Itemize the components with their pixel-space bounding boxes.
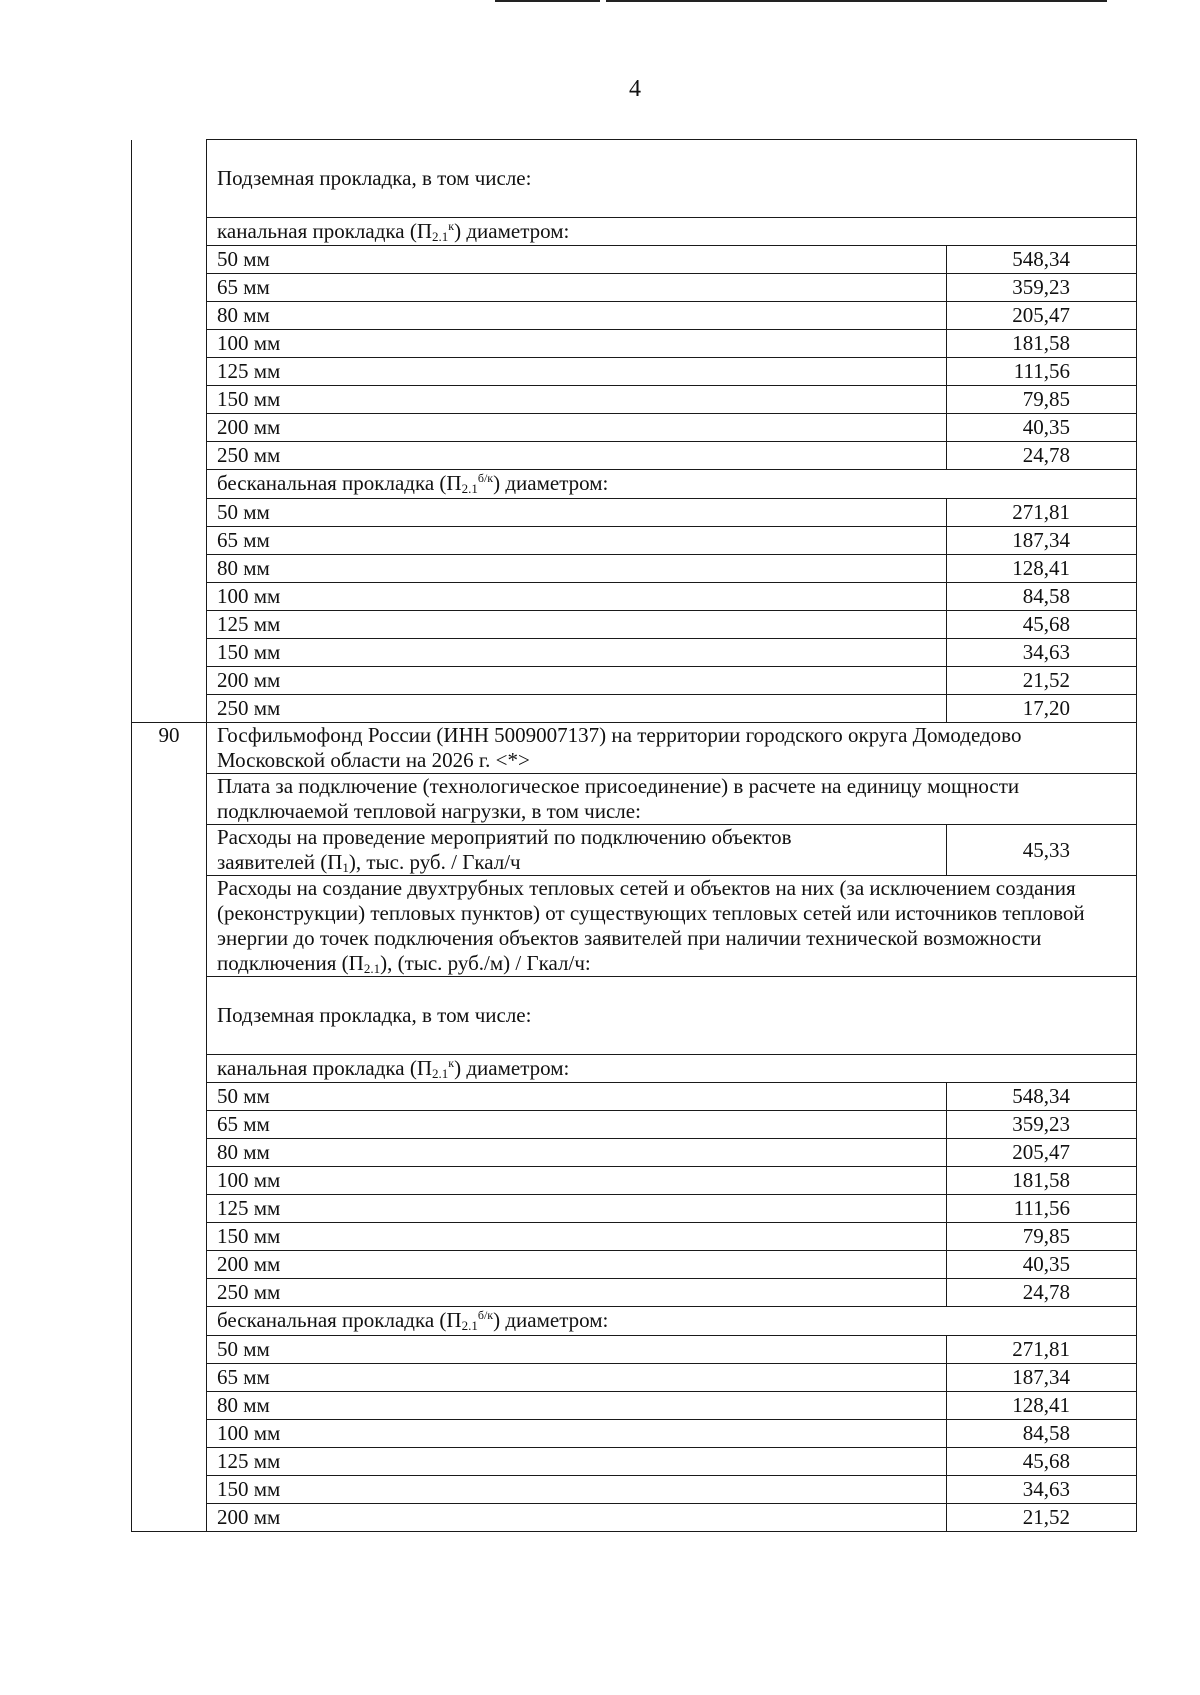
diameter-cell: 65 мм: [207, 1111, 947, 1139]
table-row: [132, 1504, 1137, 1532]
diameter-cell: 65 мм: [207, 527, 947, 555]
value-cell: 128,41: [947, 1392, 1137, 1420]
tariff-table: [131, 139, 1137, 1532]
row-number-cell: [132, 1336, 207, 1364]
p1-subscript: 1: [342, 860, 349, 875]
heading-subscript: 2.1: [461, 481, 478, 496]
diameter-cell: 250 мм: [207, 695, 947, 723]
row-number-cell: [132, 1055, 207, 1083]
value-cell: 84,58: [947, 583, 1137, 611]
row-number-cell: [132, 1476, 207, 1504]
diameter-cell: 65 мм: [207, 1364, 947, 1392]
table-row: [132, 1448, 1137, 1476]
table-row: [132, 1111, 1137, 1139]
value-cell: 45,68: [947, 1448, 1137, 1476]
row-number-cell: [132, 1364, 207, 1392]
row-number-cell: [132, 1392, 207, 1420]
heading-prefix: бесканальная прокладка (П: [217, 1308, 462, 1332]
entry-title: Госфильмофонд России (ИНН 5009007137) на территории городского округа Домодедово Московской области на 2026 г. <*>: [207, 723, 1137, 774]
value-cell: 271,81: [947, 499, 1137, 527]
row-number-cell: [132, 527, 207, 555]
diameter-cell: 50 мм: [207, 1083, 947, 1111]
diameter-cell: 125 мм: [207, 611, 947, 639]
underground-heading-row: [132, 140, 1137, 218]
value-cell: 187,34: [947, 1364, 1137, 1392]
table-row: [132, 1364, 1137, 1392]
heading-prefix: канальная прокладка (П: [217, 1056, 433, 1080]
value-cell: 40,35: [947, 1251, 1137, 1279]
row-number-cell: [132, 470, 207, 499]
row-number-cell: [132, 774, 207, 825]
heading-suffix: ) диаметром:: [493, 1308, 609, 1332]
heading-prefix: канальная прокладка (П: [217, 219, 433, 243]
row-number-cell: [132, 1083, 207, 1111]
table-row: [132, 1476, 1137, 1504]
p1-row: [132, 825, 1137, 876]
row-number-cell: [132, 330, 207, 358]
row-number-cell: [132, 611, 207, 639]
diameter-cell: 200 мм: [207, 1251, 947, 1279]
table-row: [132, 1083, 1137, 1111]
row-number-cell: [132, 246, 207, 274]
heading-superscript: б/к: [477, 471, 494, 485]
p1-label: [207, 825, 947, 876]
value-cell: 187,34: [947, 527, 1137, 555]
p21-label: [207, 876, 1137, 977]
row-number-cell: [132, 1307, 207, 1336]
row-number-cell: [132, 667, 207, 695]
table-row: [132, 1167, 1137, 1195]
value-cell: 548,34: [947, 246, 1137, 274]
diameter-cell: 150 мм: [207, 1223, 947, 1251]
value-cell: 17,20: [947, 695, 1137, 723]
p1-value: 45,33: [947, 825, 1137, 876]
value-cell: 359,23: [947, 1111, 1137, 1139]
row-number-cell: [132, 414, 207, 442]
underground-heading-row: [132, 977, 1137, 1055]
row-number-cell: [132, 1420, 207, 1448]
row-number-cell: [132, 358, 207, 386]
diameter-cell: 125 мм: [207, 1195, 947, 1223]
table-row: [132, 358, 1137, 386]
table-row: [132, 1139, 1137, 1167]
p21-suffix: ), (тыс. руб./м) / Гкал/ч:: [380, 951, 591, 975]
row-number-cell: [132, 695, 207, 723]
fee-text: Плата за подключение (технологическое присоединение) в расчете на единицу мощности подключаемой тепловой нагрузки, в том числе:: [207, 774, 1137, 825]
value-cell: 548,34: [947, 1083, 1137, 1111]
row-number-cell: [132, 583, 207, 611]
p21-row: [132, 876, 1137, 977]
row-number-cell: [132, 499, 207, 527]
table-row: [132, 1392, 1137, 1420]
heading-suffix: ) диаметром:: [454, 219, 570, 243]
row-number-cell: [132, 1223, 207, 1251]
value-cell: 24,78: [947, 1279, 1137, 1307]
channel-heading-row: [132, 218, 1137, 246]
row-number-cell: [132, 977, 207, 1055]
table-row: [132, 330, 1137, 358]
row-number-cell: [132, 1139, 207, 1167]
top-rule: [495, 0, 1107, 2]
value-cell: 111,56: [947, 358, 1137, 386]
heading-subscript: 2.1: [461, 1318, 478, 1333]
channel-heading-row: [132, 1055, 1137, 1083]
channelless-heading-row-label: [207, 1307, 1137, 1336]
heading-superscript: к: [448, 1056, 455, 1070]
diameter-cell: 125 мм: [207, 358, 947, 386]
value-cell: 128,41: [947, 555, 1137, 583]
heading-superscript: к: [448, 219, 455, 233]
row-number-cell: [132, 876, 207, 977]
underground-heading: Подземная прокладка, в том числе:: [207, 140, 1137, 218]
heading-subscript: 2.1: [432, 229, 449, 244]
diameter-cell: 125 мм: [207, 1448, 947, 1476]
row-number-cell: [132, 1279, 207, 1307]
diameter-cell: 150 мм: [207, 386, 947, 414]
row-number-cell: [132, 1111, 207, 1139]
value-cell: 111,56: [947, 1195, 1137, 1223]
value-cell: 359,23: [947, 274, 1137, 302]
row-number-cell: [132, 218, 207, 246]
table-row: [132, 555, 1137, 583]
channelless-heading-row: [132, 470, 1137, 499]
diameter-cell: 100 мм: [207, 583, 947, 611]
value-cell: 34,63: [947, 1476, 1137, 1504]
table-row: [132, 695, 1137, 723]
heading-subscript: 2.1: [432, 1066, 449, 1081]
table-row: [132, 527, 1137, 555]
row-number-cell: [132, 442, 207, 470]
table-row: [132, 583, 1137, 611]
row-number-cell: [132, 274, 207, 302]
diameter-cell: 100 мм: [207, 1167, 947, 1195]
diameter-cell: 250 мм: [207, 442, 947, 470]
diameter-cell: 150 мм: [207, 1476, 947, 1504]
value-cell: 45,68: [947, 611, 1137, 639]
fee-row: [132, 774, 1137, 825]
top-rule-gap: [600, 0, 606, 2]
row-number-cell: [132, 723, 207, 774]
heading-suffix: ) диаметром:: [454, 1056, 570, 1080]
diameter-cell: 50 мм: [207, 246, 947, 274]
row-number-cell: [132, 1504, 207, 1532]
diameter-cell: 65 мм: [207, 274, 947, 302]
channel-heading-row-label: [207, 218, 1137, 246]
channelless-heading-row-label: [207, 470, 1137, 499]
value-cell: 21,52: [947, 667, 1137, 695]
diameter-cell: 200 мм: [207, 1504, 947, 1532]
value-cell: 34,63: [947, 639, 1137, 667]
diameter-cell: 80 мм: [207, 555, 947, 583]
table-row: [132, 1336, 1137, 1364]
value-cell: 21,52: [947, 1504, 1137, 1532]
diameter-cell: 150 мм: [207, 639, 947, 667]
value-cell: 79,85: [947, 1223, 1137, 1251]
diameter-cell: 80 мм: [207, 1392, 947, 1420]
table-row: [132, 667, 1137, 695]
diameter-cell: 250 мм: [207, 1279, 947, 1307]
diameter-cell: 100 мм: [207, 330, 947, 358]
p1-prefix: Расходы на проведение мероприятий по подключению объектов заявителей (П: [217, 825, 792, 874]
row-number-cell: [132, 1167, 207, 1195]
diameter-cell: 100 мм: [207, 1420, 947, 1448]
value-cell: 79,85: [947, 386, 1137, 414]
value-cell: 84,58: [947, 1420, 1137, 1448]
heading-prefix: бесканальная прокладка (П: [217, 471, 462, 495]
row-number-cell: [132, 1251, 207, 1279]
table-row: [132, 639, 1137, 667]
diameter-cell: 80 мм: [207, 1139, 947, 1167]
row-number-cell: [132, 140, 207, 218]
value-cell: 205,47: [947, 1139, 1137, 1167]
table-row: [132, 1251, 1137, 1279]
table-row: [132, 442, 1137, 470]
table-row: [132, 386, 1137, 414]
value-cell: 24,78: [947, 442, 1137, 470]
table-row: [132, 1195, 1137, 1223]
entry-90-title-row: [132, 723, 1137, 774]
diameter-cell: 200 мм: [207, 414, 947, 442]
table-row: [132, 1223, 1137, 1251]
channelless-heading-row: [132, 1307, 1137, 1336]
value-cell: 40,35: [947, 414, 1137, 442]
value-cell: 181,58: [947, 330, 1137, 358]
heading-suffix: ) диаметром:: [493, 471, 609, 495]
table-row: [132, 499, 1137, 527]
underground-heading: Подземная прокладка, в том числе:: [207, 977, 1137, 1055]
heading-superscript: б/к: [477, 1308, 494, 1322]
table-row: [132, 611, 1137, 639]
page-number: 4: [629, 76, 641, 102]
table-row: [132, 1420, 1137, 1448]
value-cell: 205,47: [947, 302, 1137, 330]
row-number-cell: [132, 555, 207, 583]
row-number-cell: [132, 639, 207, 667]
diameter-cell: 50 мм: [207, 1336, 947, 1364]
table-row: [132, 302, 1137, 330]
p1-suffix: ), тыс. руб. / Гкал/ч: [348, 850, 521, 874]
table-row: [132, 1279, 1137, 1307]
value-cell: 271,81: [947, 1336, 1137, 1364]
row-number-cell: [132, 1448, 207, 1476]
row-number-cell: [132, 1195, 207, 1223]
p21-prefix: Расходы на создание двухтрубных тепловых сетей и объектов на них (за исключением создания (реконструкции) тепловых пунктов) от существующих тепловых сетей или источников тепловой энергии до точек подключения объектов заявителей при наличии технической возможности подключения (П: [217, 876, 1085, 975]
table-row: [132, 414, 1137, 442]
diameter-cell: 200 мм: [207, 667, 947, 695]
tariff-table-body: [132, 140, 1137, 1532]
row-number-cell: [132, 386, 207, 414]
row-number-cell: [132, 302, 207, 330]
table-row: [132, 274, 1137, 302]
table-row: [132, 246, 1137, 274]
p21-subscript: 2.1: [363, 961, 381, 976]
value-cell: 181,58: [947, 1167, 1137, 1195]
entry-number: 90: [158, 723, 180, 747]
row-number-cell: [132, 825, 207, 876]
diameter-cell: 50 мм: [207, 499, 947, 527]
channel-heading-row-label: [207, 1055, 1137, 1083]
diameter-cell: 80 мм: [207, 302, 947, 330]
